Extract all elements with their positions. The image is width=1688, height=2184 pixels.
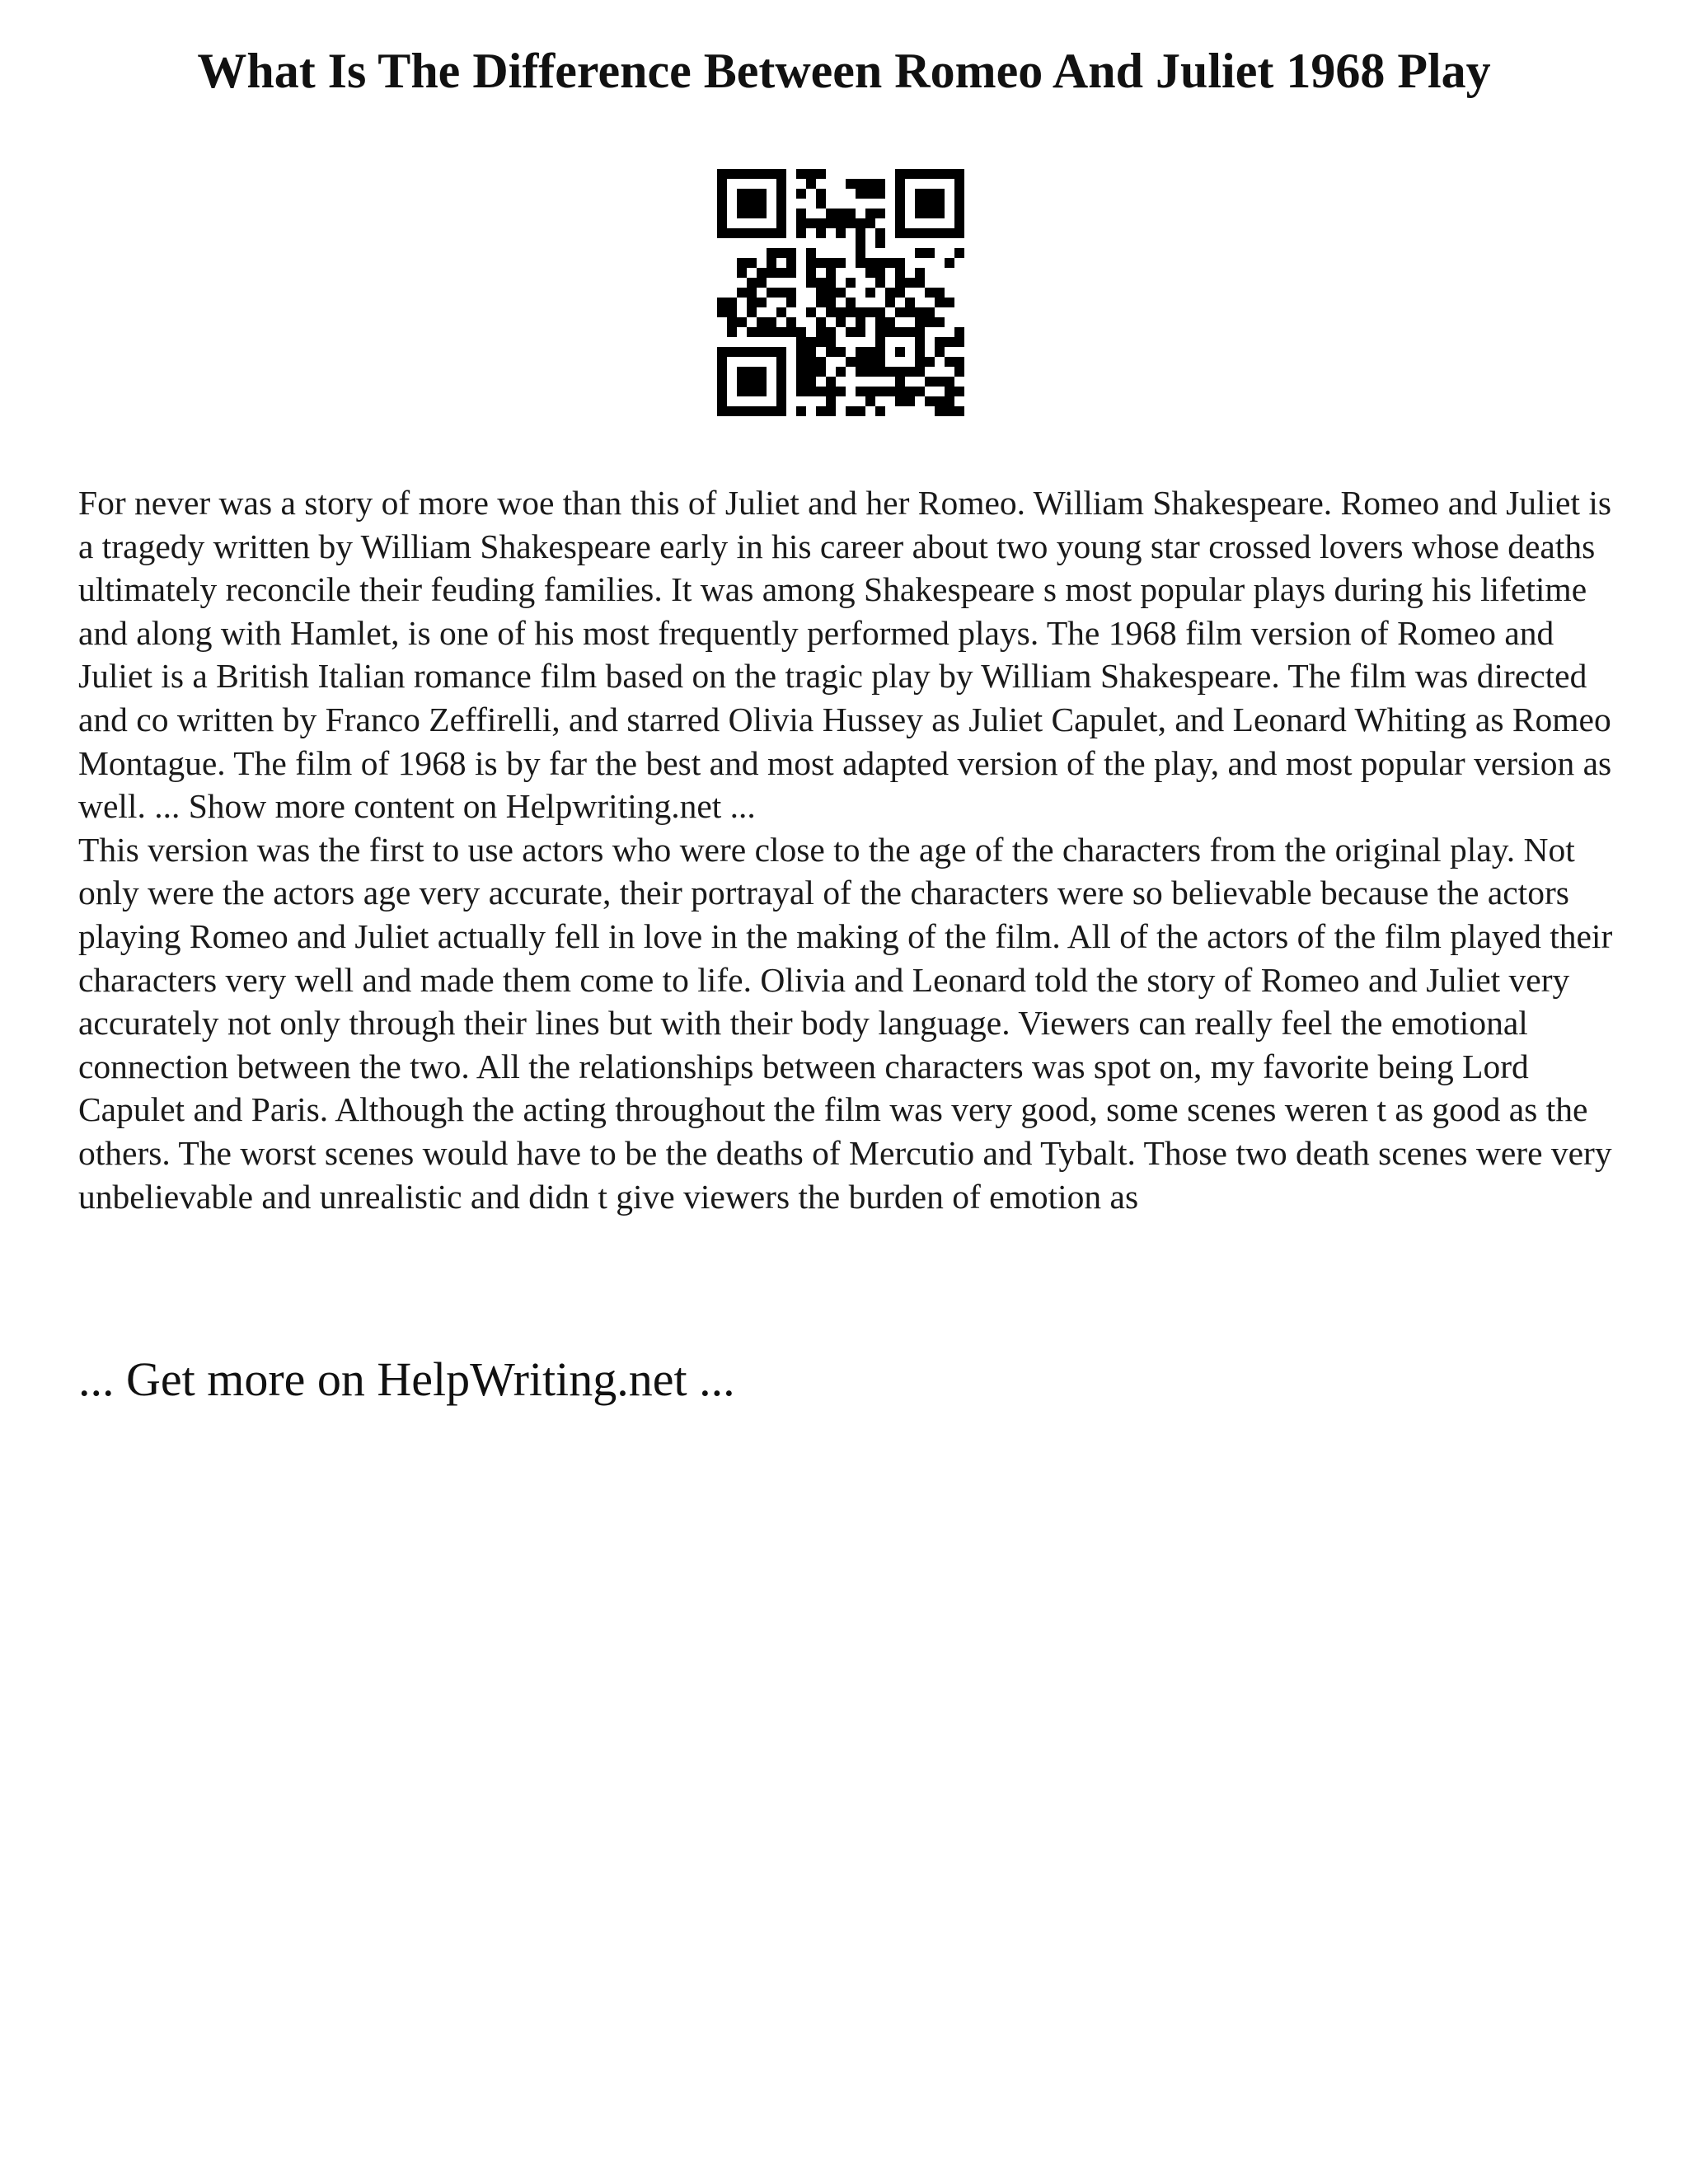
qr-code-icon	[717, 169, 964, 416]
article-body	[78, 481, 1628, 1218]
page-title: What Is The Difference Between Romeo And Juliet 1968 Play	[197, 44, 1491, 98]
paragraph-intro: For never was a story of more woe than this of Juliet and her Romeo. William Shakespeare. Romeo and Juliet is a tragedy written by William Shakespeare early in his career about two young star crossed lovers whose deaths ultimately reconcile their feuding families. It was among Shakespeare s most popular plays during his lifetime and along with Hamlet, is one of his most frequently performed plays. The 1968 film version of Romeo and Juliet is a British Italian romance film based on the tragic play by William Shakespeare. The film was directed and co written by Franco Zeffirelli, and starred Olivia Hussey as Juliet Capulet, and Leonard Whiting as Romeo Montague. The film of 1968 is by far the best and most adapted version of the play, and most popular version as well. ... Show more content on Helpwriting.net ...	[78, 484, 1612, 826]
paragraph-review: This version was the first to use actors who were close to the age of the characters from the original play. Not only were the actors age very accurate, their portrayal of the characters were so believable because the actors playing Romeo and Juliet actually fell in love in the making of the film. All of the actors of the film played their characters very well and made them come to life. Olivia and Leonard told the story of Romeo and Juliet very accurately not only through their lines but with their body language. Viewers can really feel the emotional connection between the two. All the relationships between characters was spot on, my favorite being Lord Capulet and Paris. Although the acting throughout the film was very good, some scenes weren t as good as the others. The worst scenes would have to be the deaths of Mercutio and Tybalt. Those two death scenes were very unbelievable and unrealistic and didn t give viewers the burden of emotion as	[78, 830, 1613, 1216]
get-more-link[interactable]: ... Get more on HelpWriting.net ...	[78, 1352, 735, 1406]
